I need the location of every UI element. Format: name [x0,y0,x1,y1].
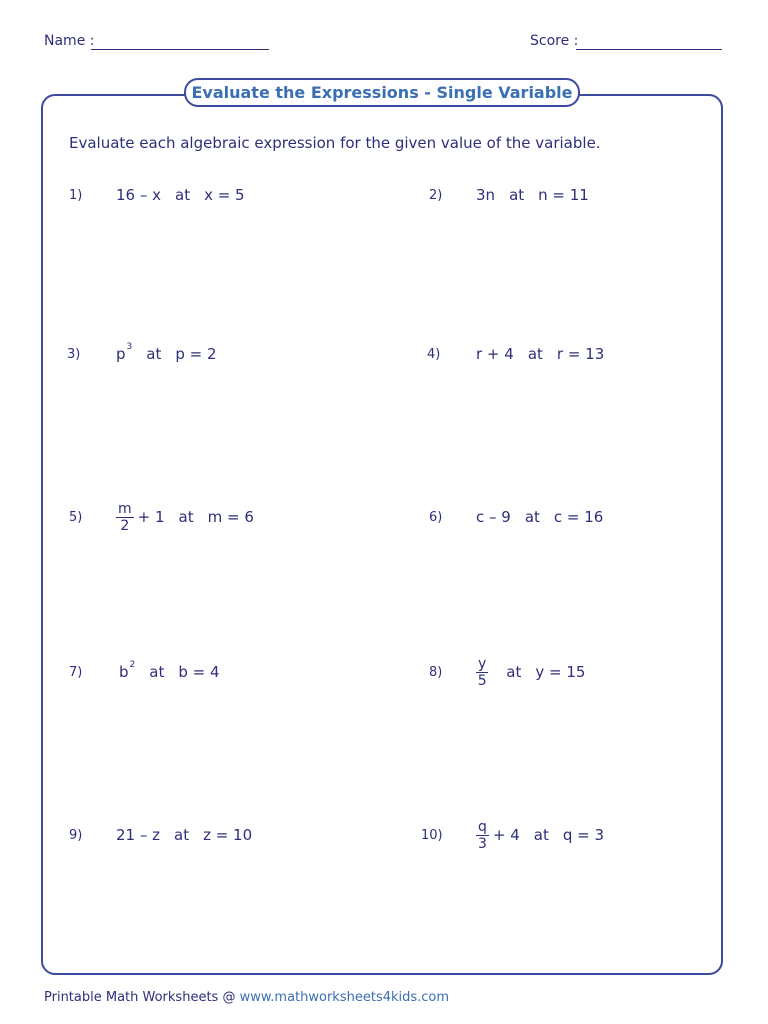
expression: 21 – z [116,826,160,844]
expression: c – 9 [476,508,511,526]
problem-number: 4) [427,346,441,362]
footer [44,990,449,1005]
variable-value: r = 13 [556,345,605,363]
problem-number: 2) [429,187,443,203]
problem-8 [429,655,585,689]
variable-value: z = 10 [203,826,253,844]
fraction-numerator: q [478,818,487,835]
problem-3 [67,337,217,371]
fraction-denominator: 5 [477,672,487,689]
worksheet-title: Evaluate the Expressions - Single Variable [184,78,580,107]
at-word: at [149,663,165,681]
fraction-denominator: 2 [120,517,130,534]
at-word: at [527,345,543,363]
instructions: Evaluate each algebraic expression for the given value of the variable. [69,134,601,152]
variable-value: n = 11 [538,186,589,204]
problem-number: 6) [429,509,443,525]
problem-number: 1) [69,187,83,203]
problem-number: 10) [421,827,443,843]
at-word: at [533,826,549,844]
variable-value: y = 15 [535,663,586,681]
expression-remainder: + 1 [137,508,165,526]
power-exponent: 3 [126,342,133,352]
variable-value: b = 4 [178,663,220,681]
power-base: p [116,345,126,363]
expression [476,820,520,851]
fraction-denominator: 3 [477,835,487,852]
problem-number: 9) [69,827,83,843]
footer-link[interactable]: www.mathworksheets4kids.com [239,990,450,1005]
problem-number: 5) [69,509,83,525]
at-word: at [174,826,190,844]
at-word: at [178,508,194,526]
at-word: at [509,186,525,204]
problem-6 [429,500,603,534]
problem-1 [69,178,245,212]
expression-remainder: + 4 [492,826,520,844]
expression [119,660,136,681]
score-label: Score : [530,33,579,49]
expression [116,342,133,363]
problem-7 [69,655,220,689]
problem-10 [421,818,604,852]
expression: r + 4 [476,345,514,363]
problem-9 [69,818,252,852]
name-blank[interactable] [91,49,269,50]
expression [476,657,492,688]
fraction [476,657,488,688]
expression: 3n [476,186,496,204]
at-word: at [146,345,162,363]
expression [116,502,165,533]
variable-value: q = 3 [562,826,605,844]
problem-4 [427,337,604,371]
score-blank[interactable] [576,49,722,50]
power-exponent: 2 [129,660,136,670]
name-label: Name : [44,33,95,49]
expression: 16 – x [116,186,161,204]
problem-number: 7) [69,664,83,680]
variable-value: x = 5 [204,186,245,204]
fraction-numerator: y [478,655,487,672]
variable-value: c = 16 [553,508,604,526]
problem-number: 3) [67,346,81,362]
problem-number: 8) [429,664,443,680]
at-word: at [524,508,540,526]
problem-5 [69,500,254,534]
power-base: b [119,663,129,681]
variable-value: p = 2 [175,345,217,363]
fraction [476,820,489,851]
problem-2 [429,178,589,212]
at-word: at [506,663,522,681]
fraction [116,502,134,533]
variable-value: m = 6 [207,508,254,526]
footer-text: Printable Math Worksheets @ [44,990,240,1005]
fraction-numerator: m [118,500,132,517]
at-word: at [175,186,191,204]
